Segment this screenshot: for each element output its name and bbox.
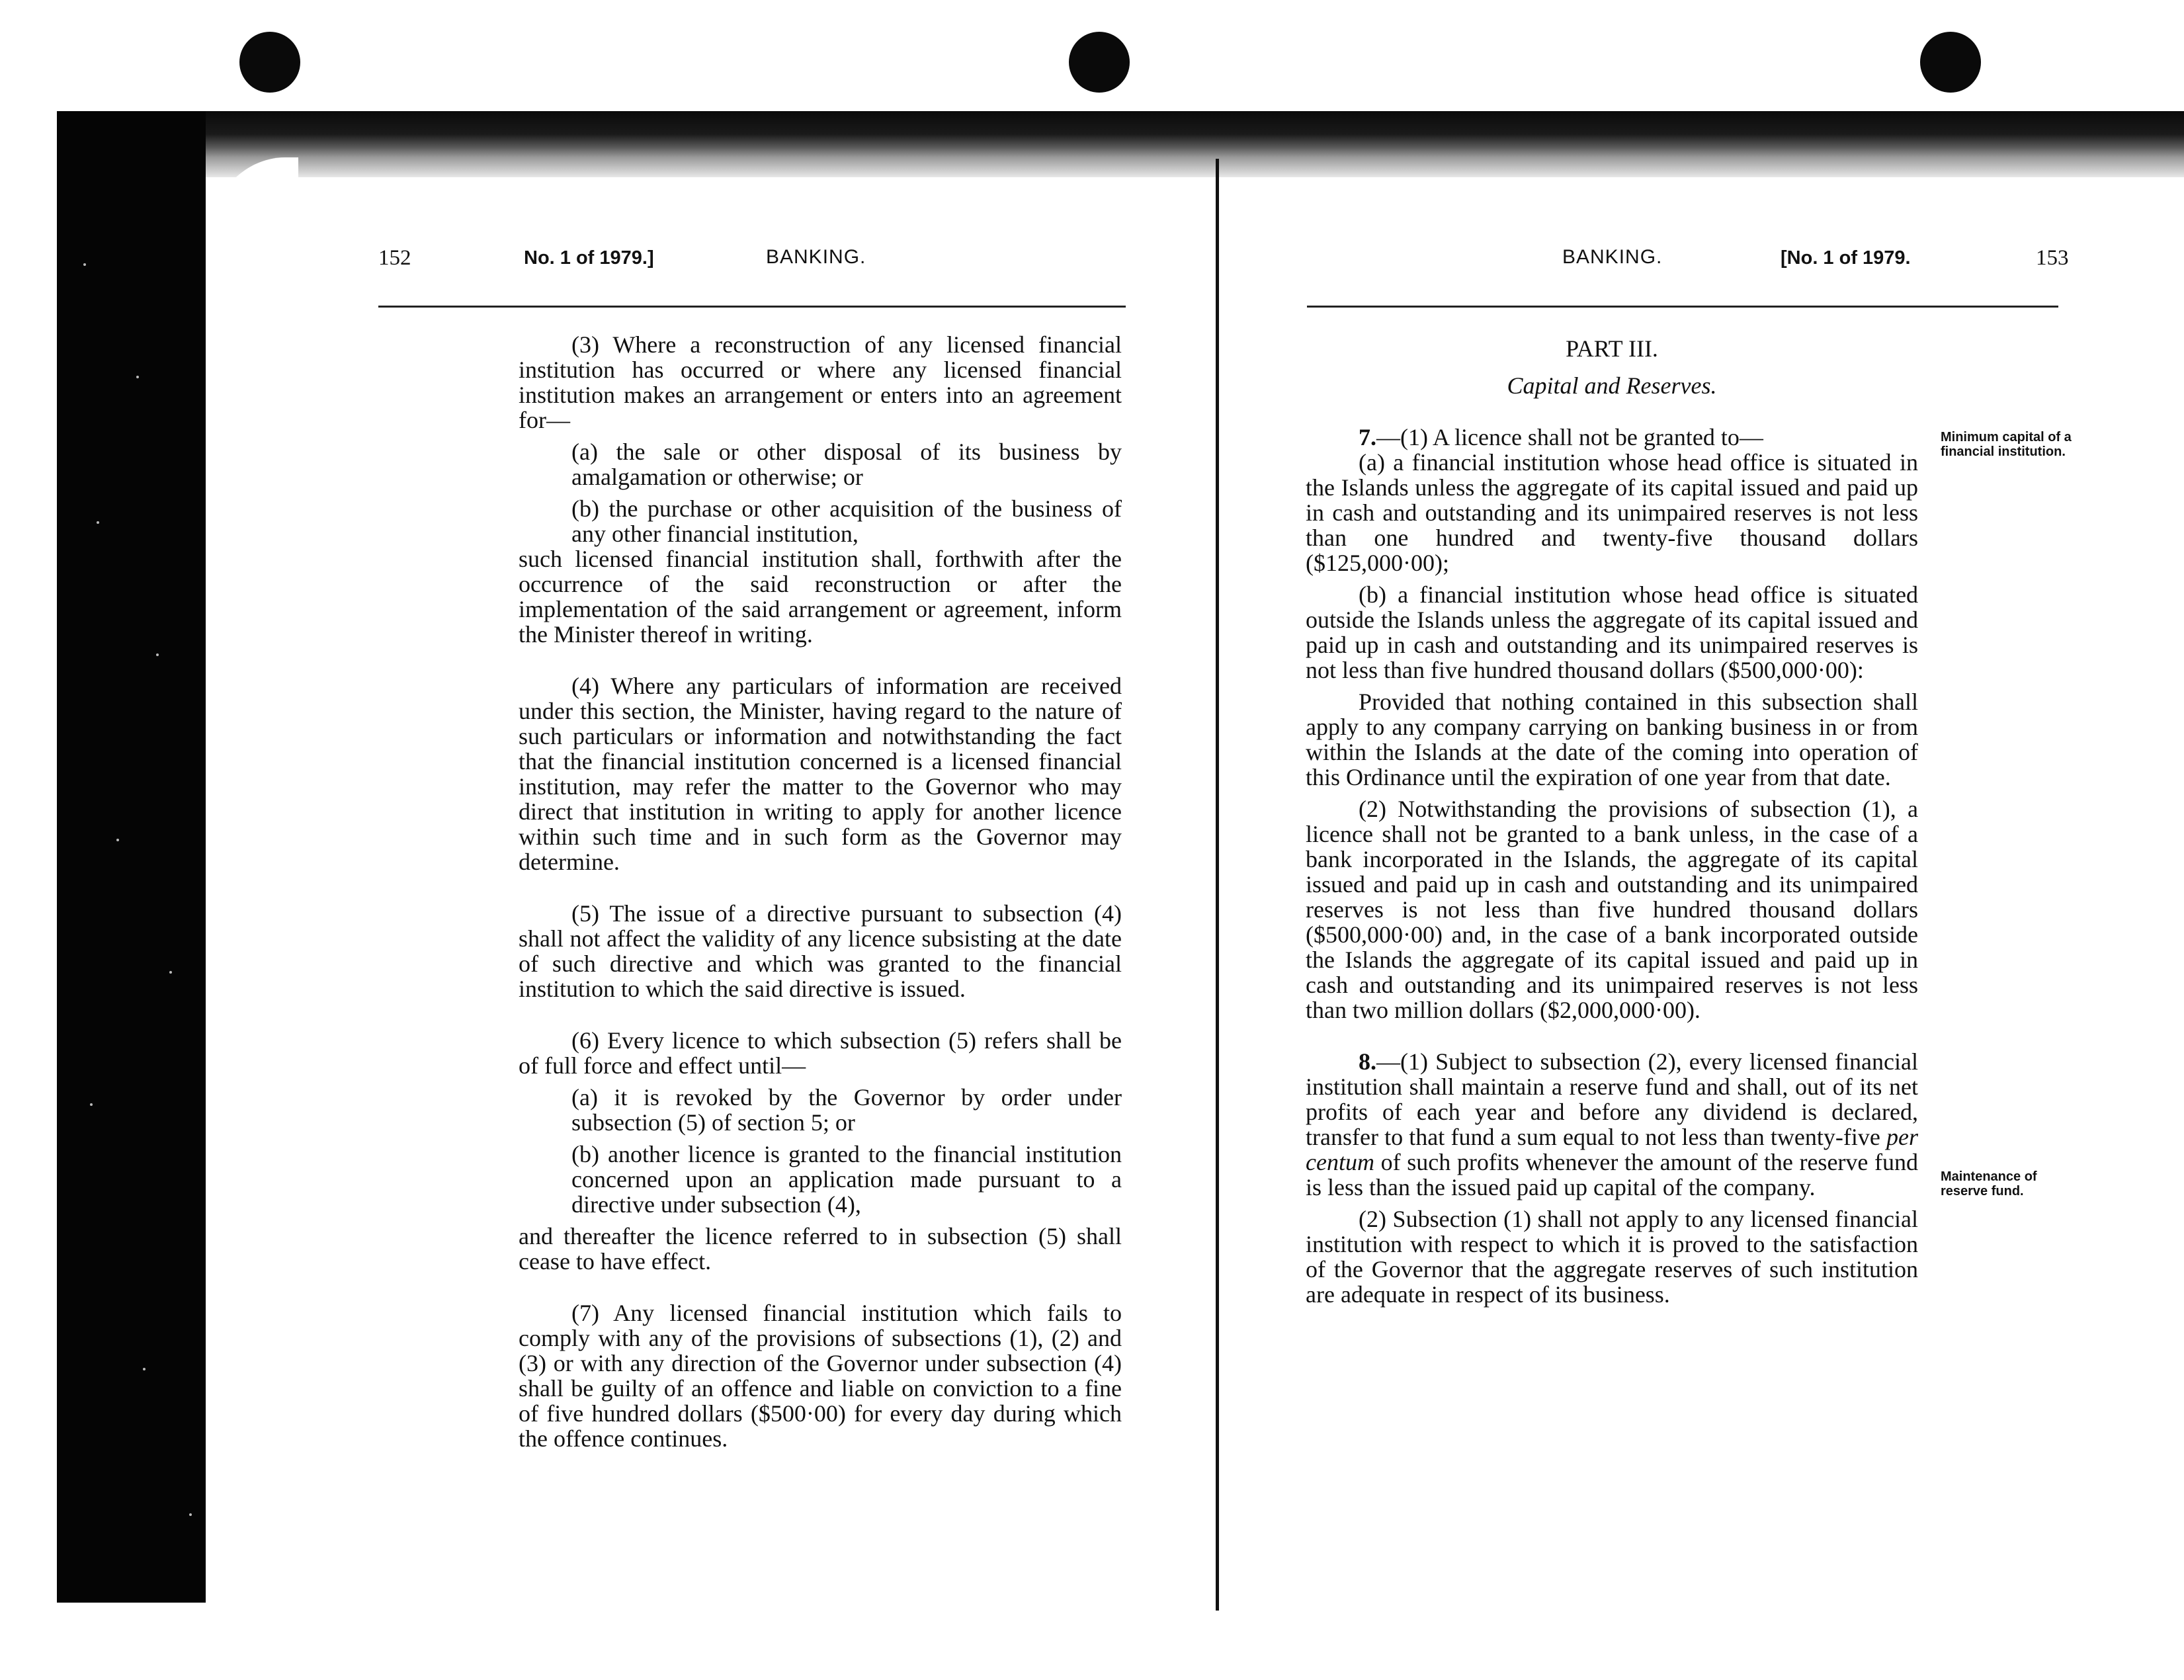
subsection-4: (4) Where any particulars of information are received under this section, the Minister, having regard to the nature of such particulars or information and notwithstanding the fact that the financial institution concerned is a licensed financial institution, may refer the matter to the Governor who may direct that institution in writing to apply for another licence within such time and in such form as the Governor may determine.	[519, 673, 1122, 875]
right-page-number: 153	[2036, 246, 2069, 270]
left-page-body	[519, 332, 1122, 1451]
left-page-number: 152	[378, 246, 411, 270]
subsection-3-item-b: (b) the purchase or other acquisition of the business of any other financial institution,	[571, 495, 1122, 547]
right-running-title: BANKING.	[1562, 246, 1663, 268]
punch-hole-left	[239, 32, 300, 93]
section-8-subsection-2: (2) Subsection (1) shall not apply to any licensed financial institution with respect to which it is proved to the satisfaction of the Governor that the aggregate reserves of such institution are adequate in respect of its business.	[1306, 1206, 1918, 1308]
subsection-5: (5) The issue of a directive pursuant to subsection (4) shall not affect the validity of any licence subsisting at the date of such directive and which was granted to the financial institution to which the said directive is issued.	[519, 900, 1122, 1002]
section-7-intro: —(1) A licence shall not be granted to—	[1376, 424, 1763, 450]
section-7-proviso: Provided that nothing contained in this subsection shall apply to any company carrying on banking business in or from within the Islands at the date of the coming into operation of this Ordinance until the expiration of one year from that date.	[1306, 689, 1918, 790]
marginal-note-section-8: Maintenance of reserve fund.	[1941, 1169, 2037, 1198]
section-7-subsection-2: (2) Notwithstanding the provisions of subsection (1), a licence shall not be granted to a bank unless, in the case of a bank incorporated in the Islands, the aggregate of its capital issued and paid up in cash and outstanding and its unimpaired reserves is not less than five hundred thousand dollars ($500,000·00) and, in the case of a bank incorporated outside the Islands the aggregate of its capital issued and paid up in cash and outstanding and its unimpaired reserves is not less than two million dollars ($2,000,000·00).	[1306, 796, 1918, 1023]
subsection-7: (7) Any licensed financial institution which fails to comply with any of the provisions of subsections (1), (2) and (3) or with any direction of the Governor under subsection (4) shall be guilty of an offence and liable on conviction to a fine of five hundred dollars ($500·00) for every day during which the offence continues.	[519, 1300, 1122, 1452]
section-8-italic: per centum	[1306, 1124, 1918, 1175]
part-subheading: Capital and Reserves.	[1507, 372, 1717, 399]
section-8-subsection-1	[1306, 1049, 1918, 1200]
right-header-rule	[1307, 306, 2058, 308]
right-act-reference: [No. 1 of 1979.	[1781, 247, 1911, 269]
left-running-title: BANKING.	[766, 246, 866, 268]
section-7-heading	[1306, 425, 1918, 450]
punch-hole-center	[1069, 32, 1130, 93]
page-gutter	[1216, 159, 1219, 1611]
part-heading: PART III.	[1566, 335, 1658, 362]
subsection-3-close: such licensed financial institution shall, forthwith after the occurrence of the said reconstruction or after the implementation of the said arrangement or agreement, inform the Minister thereof in writing.	[519, 546, 1122, 648]
section-8-text-b: of such profits whenever the amount of the reserve fund is less than the issued paid up capital of the company.	[1306, 1149, 1919, 1200]
subsection-6-close: and thereafter the licence referred to in subsection (5) shall cease to have effect.	[519, 1223, 1122, 1275]
subsection-3-intro: (3) Where a reconstruction of any licensed financial institution has occurred or where any licensed financial institution makes an arrangement or enters into an agreement for—	[519, 331, 1122, 433]
section-7-item-b: (b) a financial institution whose head office is situated outside the Islands unless the aggregate of its capital issued and paid up in cash and outstanding and its unimpaired reserves is not less than five hundred thousand dollars ($500,000·00):	[1306, 581, 1918, 683]
punch-hole-right	[1920, 32, 1981, 93]
left-header-rule	[378, 306, 1126, 308]
section-8-number: 8.	[1359, 1048, 1376, 1075]
section-8-text-a: —(1) Subject to subsection (2), every licensed financial institution shall maintain a reserve fund and shall, out of its net profits of each year and before any dividend is declared, transfer to that fund a sum equal to not less than twenty-five	[1306, 1048, 1918, 1150]
subsection-6-item-b: (b) another licence is granted to the financial institution concerned upon an application made pursuant to a directive under subsection (4),	[571, 1141, 1122, 1218]
scan-shadow-left	[57, 111, 206, 1603]
section-7-item-a: (a) a financial institution whose head office is situated in the Islands unless the aggregate of its capital issued and paid up in cash and outstanding and its unimpaired reserves is not less than one hundred and twenty-five thousand dollars ($125,000·00);	[1306, 449, 1918, 576]
subsection-3-item-a: (a) the sale or other disposal of its business by amalgamation or otherwise; or	[571, 439, 1122, 490]
right-page-body	[1306, 336, 1918, 1307]
left-act-reference: No. 1 of 1979.]	[524, 247, 654, 269]
subsection-6-item-a: (a) it is revoked by the Governor by order under subsection (5) of section 5; or	[571, 1084, 1122, 1136]
marginal-note-section-7: Minimum capital of a financial institution.	[1941, 430, 2072, 459]
scan-shadow-top	[57, 111, 2184, 177]
section-7-number: 7.	[1359, 424, 1376, 450]
subsection-6-intro: (6) Every licence to which subsection (5) refers shall be of full force and effect until—	[519, 1027, 1122, 1079]
